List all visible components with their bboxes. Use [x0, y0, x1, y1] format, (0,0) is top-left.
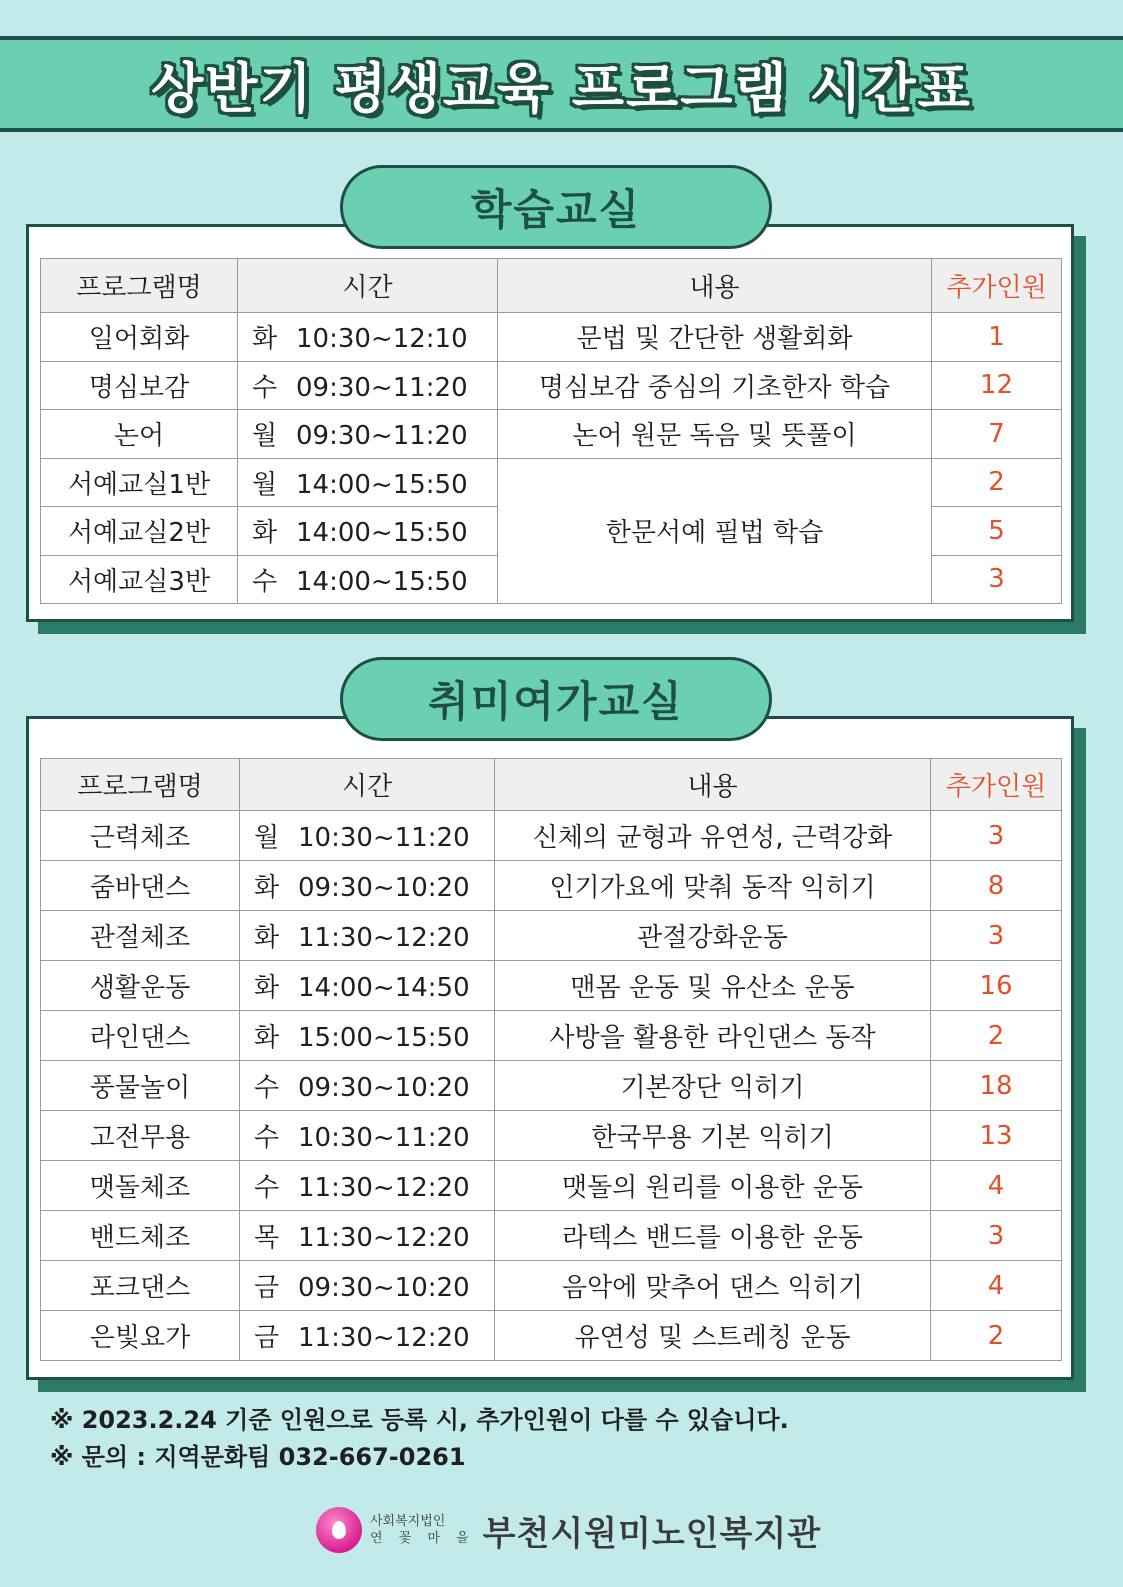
table-row — [41, 410, 1062, 459]
program-hours: 10:30~11:20 — [298, 823, 470, 853]
program-time — [238, 458, 498, 507]
header-content: 내용 — [495, 759, 931, 811]
header-time: 시간 — [238, 259, 498, 313]
program-extra: 2 — [932, 458, 1062, 507]
program-hours: 09:30~10:20 — [298, 873, 470, 903]
note-registration: ※ 2023.2.24 기준 인원으로 등록 시, 추가인원이 다를 수 있습니다. — [50, 1406, 789, 1434]
program-time — [238, 313, 498, 362]
header-extra: 추가인원 — [931, 759, 1062, 811]
program-extra: 5 — [932, 507, 1062, 556]
program-day: 화 — [254, 873, 280, 903]
program-content: 신체의 균형과 유연성, 근력강화 — [495, 811, 931, 861]
table-row — [41, 911, 1062, 961]
header-extra: 추가인원 — [932, 259, 1062, 313]
table-header-row — [41, 259, 1062, 313]
program-extra: 3 — [931, 811, 1062, 861]
header-program: 프로그램명 — [41, 259, 238, 313]
program-hours: 09:30~11:20 — [296, 372, 468, 403]
program-day: 수 — [254, 1073, 280, 1103]
program-day: 수 — [252, 566, 278, 597]
program-name: 일어회화 — [41, 313, 238, 362]
program-extra: 12 — [932, 361, 1062, 410]
logo-corp-type: 사회복지법인 — [370, 1514, 446, 1529]
table-row — [41, 1161, 1062, 1211]
table-row — [41, 1261, 1062, 1311]
program-extra: 2 — [931, 1311, 1062, 1361]
program-name: 맷돌체조 — [41, 1161, 240, 1211]
program-content: 명심보감 중심의 기초한자 학습 — [498, 361, 932, 410]
program-day: 화 — [254, 923, 280, 953]
program-content: 라텍스 밴드를 이용한 운동 — [495, 1211, 931, 1261]
program-name: 고전무용 — [41, 1111, 240, 1161]
program-content: 음악에 맞추어 댄스 익히기 — [495, 1261, 931, 1311]
program-hours: 09:30~10:20 — [298, 1273, 470, 1303]
program-hours: 11:30~12:20 — [298, 1173, 470, 1203]
table-row — [41, 1011, 1062, 1061]
program-day: 수 — [252, 372, 278, 403]
header-program: 프로그램명 — [41, 759, 240, 811]
program-name: 명심보감 — [41, 361, 238, 410]
table-row — [41, 361, 1062, 410]
title-banner — [0, 36, 1123, 132]
hobby-section-header — [340, 657, 772, 741]
program-extra: 4 — [931, 1161, 1062, 1211]
program-name: 은빛요가 — [41, 1311, 240, 1361]
program-day: 화 — [252, 324, 278, 355]
logo-corp-name: 연 꽃 마 을 — [370, 1531, 475, 1546]
program-time — [240, 1161, 495, 1211]
program-hours: 10:30~11:20 — [298, 1123, 470, 1153]
program-day: 화 — [254, 973, 280, 1003]
program-time — [240, 961, 495, 1011]
organization-name: 부천시원미노인복지관 — [482, 1513, 822, 1554]
program-hours: 09:30~10:20 — [298, 1073, 470, 1103]
program-name: 서예교실1반 — [41, 458, 238, 507]
program-hours: 11:30~12:20 — [298, 1223, 470, 1253]
program-day: 수 — [254, 1123, 280, 1153]
learning-section-title: 학습교실 — [470, 185, 642, 234]
program-extra: 8 — [931, 861, 1062, 911]
learning-schedule-table — [40, 258, 1062, 604]
header-content: 내용 — [498, 259, 932, 313]
program-content: 한국무용 기본 익히기 — [495, 1111, 931, 1161]
table-header-row — [41, 759, 1062, 811]
program-content: 유연성 및 스트레칭 운동 — [495, 1311, 931, 1361]
page-title: 상반기 평생교육 프로그램 시간표 — [151, 56, 972, 120]
program-time — [240, 1111, 495, 1161]
program-extra: 7 — [932, 410, 1062, 459]
table-row — [41, 313, 1062, 362]
program-content: 논어 원문 독음 및 뜻풀이 — [498, 410, 932, 459]
footer-logo — [316, 1500, 821, 1560]
program-extra: 3 — [931, 1211, 1062, 1261]
program-hours: 09:30~11:20 — [296, 421, 468, 452]
program-day: 월 — [252, 469, 278, 500]
program-hours: 10:30~12:10 — [296, 324, 468, 355]
program-content: 문법 및 간단한 생활회화 — [498, 313, 932, 362]
program-time — [240, 911, 495, 961]
program-time — [238, 555, 498, 604]
program-name: 근력체조 — [41, 811, 240, 861]
program-hours: 15:00~15:50 — [298, 1023, 470, 1053]
program-extra: 18 — [931, 1061, 1062, 1111]
table-row — [41, 1211, 1062, 1261]
program-name: 포크댄스 — [41, 1261, 240, 1311]
table-row — [41, 1311, 1062, 1361]
program-content: 맷돌의 원리를 이용한 운동 — [495, 1161, 931, 1211]
learning-section-header — [340, 165, 772, 249]
program-content: 기본장단 익히기 — [495, 1061, 931, 1111]
program-hours: 11:30~12:20 — [298, 923, 470, 953]
program-time — [238, 410, 498, 459]
program-content: 인기가요에 맞춰 동작 익히기 — [495, 861, 931, 911]
table-row — [41, 811, 1062, 861]
program-name: 밴드체조 — [41, 1211, 240, 1261]
notes — [50, 1402, 789, 1476]
program-day: 금 — [254, 1323, 280, 1353]
program-extra: 3 — [931, 911, 1062, 961]
program-content: 맨몸 운동 및 유산소 운동 — [495, 961, 931, 1011]
program-time — [240, 811, 495, 861]
program-extra: 16 — [931, 961, 1062, 1011]
logo-corp — [370, 1513, 475, 1547]
table-row — [41, 458, 1062, 507]
program-extra: 1 — [932, 313, 1062, 362]
program-content: 한문서예 필법 학습 — [498, 458, 932, 604]
program-time — [240, 1011, 495, 1061]
program-time — [240, 1261, 495, 1311]
program-hours: 14:00~15:50 — [296, 566, 468, 597]
program-name: 서예교실2반 — [41, 507, 238, 556]
program-time — [240, 1211, 495, 1261]
program-name: 라인댄스 — [41, 1011, 240, 1061]
program-content: 사방을 활용한 라인댄스 동작 — [495, 1011, 931, 1061]
program-hours: 14:00~14:50 — [298, 973, 470, 1003]
program-name: 논어 — [41, 410, 238, 459]
program-time — [238, 507, 498, 556]
program-day: 월 — [252, 421, 278, 452]
program-name: 풍물놀이 — [41, 1061, 240, 1111]
program-name: 생활운동 — [41, 961, 240, 1011]
program-time — [240, 861, 495, 911]
program-name: 관절체조 — [41, 911, 240, 961]
program-time — [240, 1311, 495, 1361]
program-extra: 2 — [931, 1011, 1062, 1061]
hobby-schedule-table — [40, 758, 1062, 1361]
program-name: 서예교실3반 — [41, 555, 238, 604]
program-time — [238, 361, 498, 410]
header-time: 시간 — [240, 759, 495, 811]
program-hours: 14:00~15:50 — [296, 518, 468, 549]
program-day: 화 — [254, 1023, 280, 1053]
note-contact: ※ 문의 : 지역문화팀 032-667-0261 — [50, 1443, 466, 1471]
program-extra: 13 — [931, 1111, 1062, 1161]
program-name: 줌바댄스 — [41, 861, 240, 911]
lotus-logo-icon — [316, 1507, 362, 1553]
table-row — [41, 1061, 1062, 1111]
program-content: 관절강화운동 — [495, 911, 931, 961]
program-day: 수 — [254, 1173, 280, 1203]
program-extra: 3 — [932, 555, 1062, 604]
program-day: 화 — [252, 518, 278, 549]
program-day: 목 — [254, 1223, 280, 1253]
program-day: 금 — [254, 1273, 280, 1303]
table-row — [41, 961, 1062, 1011]
program-hours: 11:30~12:20 — [298, 1323, 470, 1353]
program-hours: 14:00~15:50 — [296, 469, 468, 500]
table-row — [41, 861, 1062, 911]
program-extra: 4 — [931, 1261, 1062, 1311]
program-time — [240, 1061, 495, 1111]
table-row — [41, 1111, 1062, 1161]
program-day: 월 — [254, 823, 280, 853]
hobby-section-title: 취미여가교실 — [428, 677, 684, 726]
